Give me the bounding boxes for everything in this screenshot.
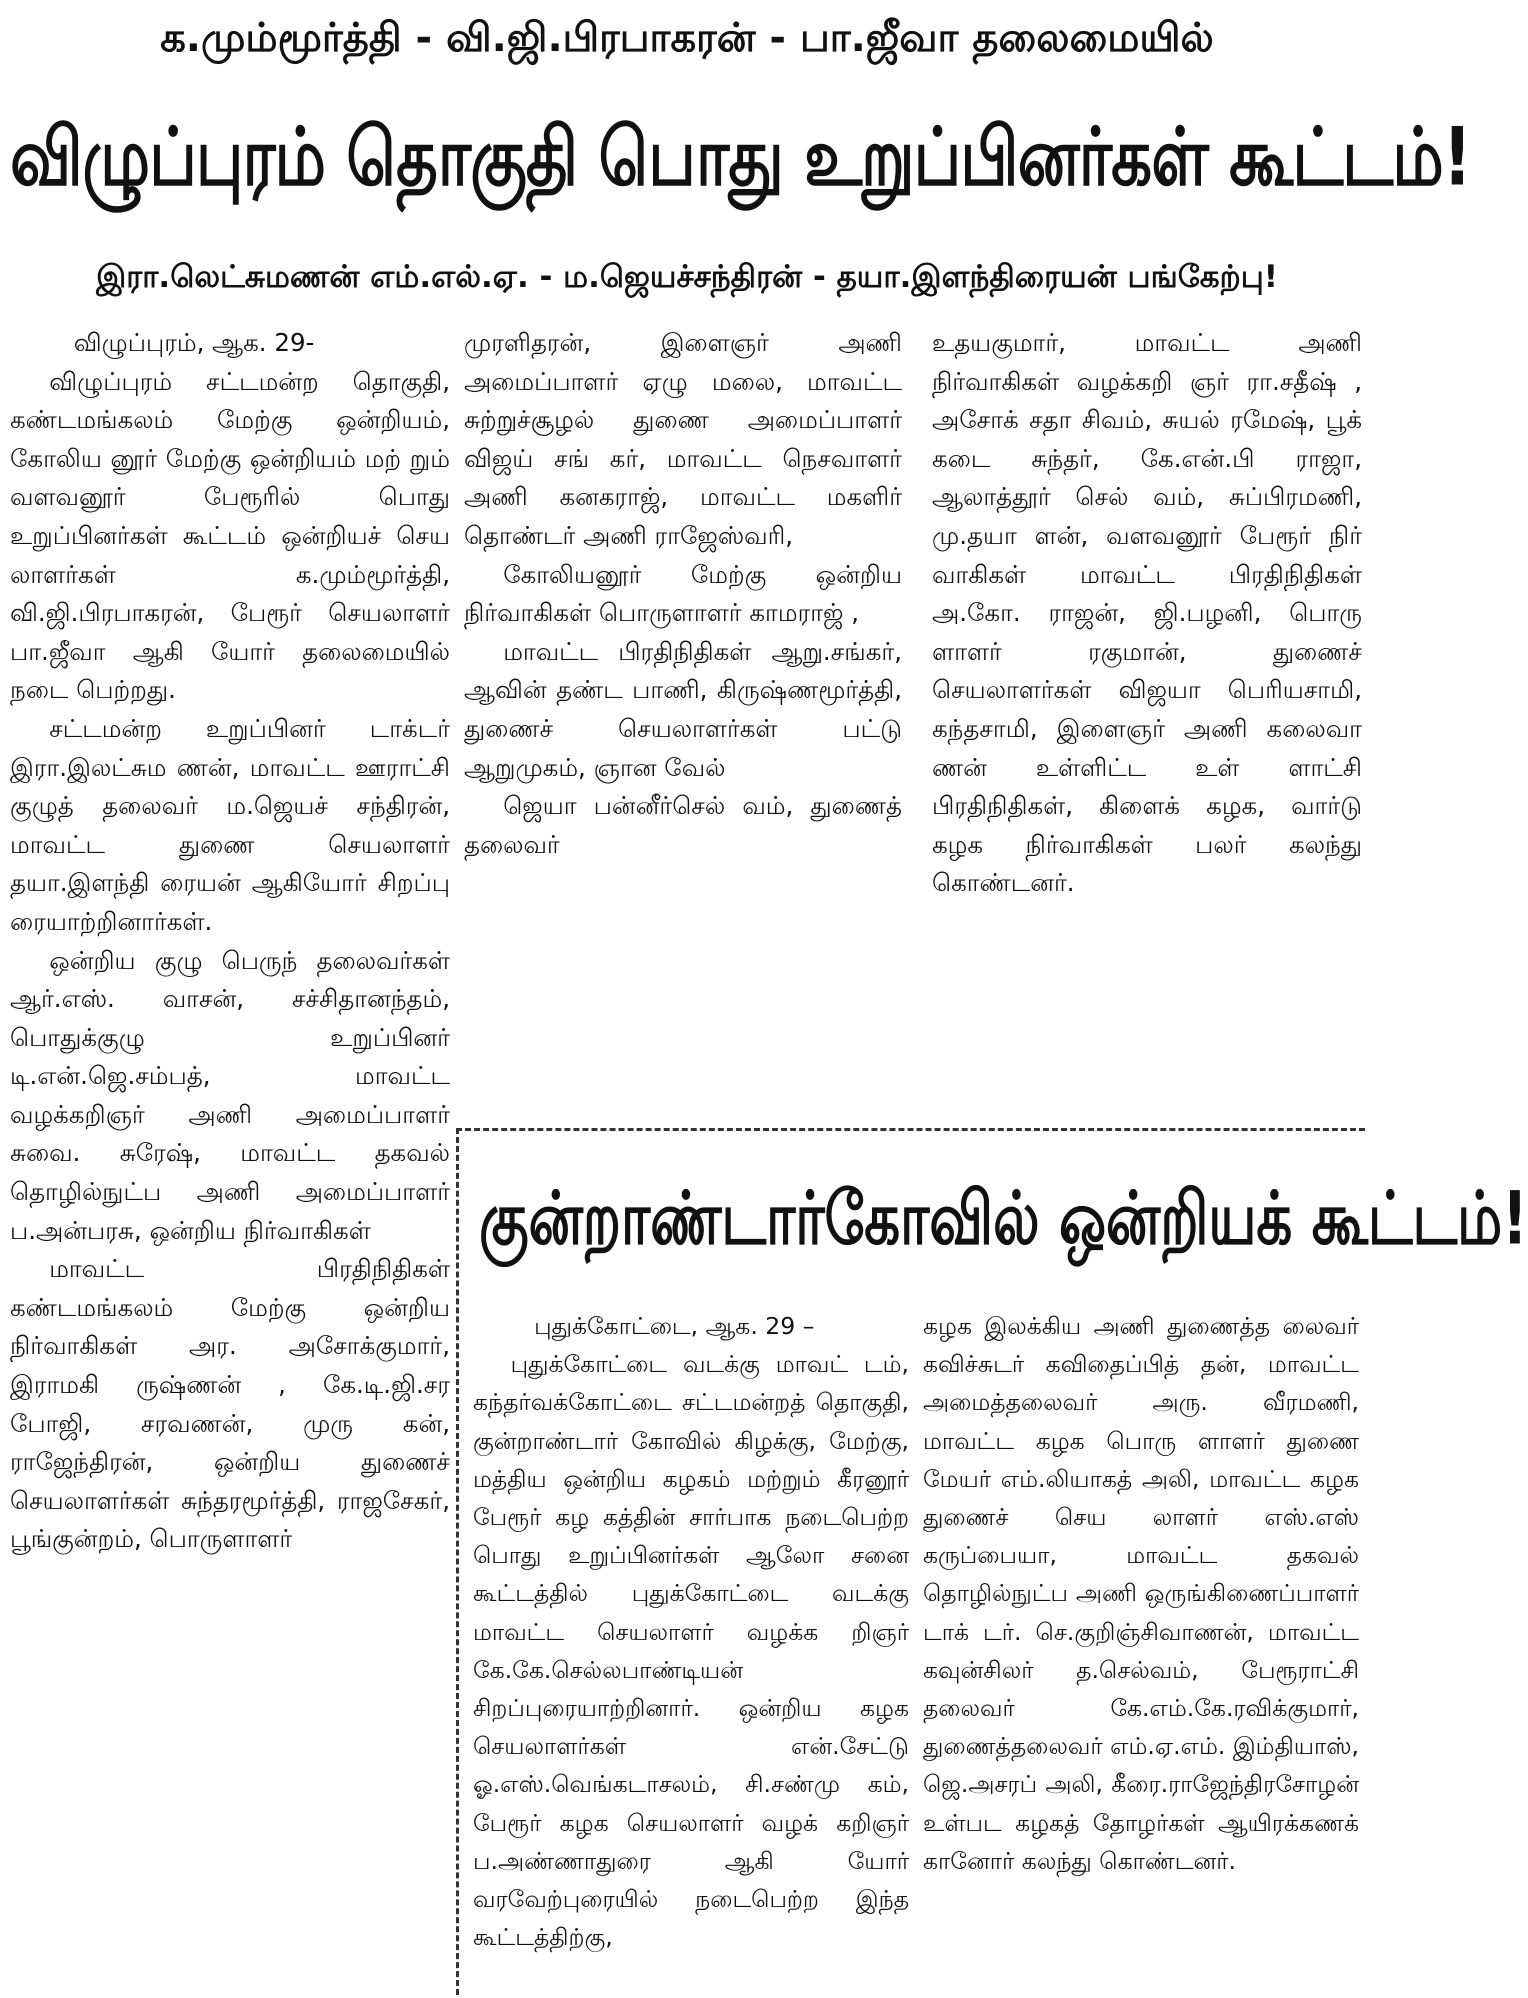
paragraph: புதுக்கோட்டை வடக்கு மாவட் டம், கந்தர்வக்கோட்டை சட்டமன்றத் தொகுதி, குன்றாண்டார் கோவில் கிழக்கு, மேற்கு, மத்திய ஒன்றிய கழகம் மற்றும் கீரனூர் பேரூர் கழ கத்தின் சார்பாக நடைபெற்ற பொது உறுப்பினர்கள் ஆலோ சனை கூட்டத்தில் புதுக்கோட்டை வடக்கு மாவட்ட செயலாளர் வழக்க றிஞர் கே.கே.செல்லபாண்டியன் சிறப்புரையாற்றினார். ஒன்றிய கழக செயலாளர்கள் என்.சேட்டு ஓ.எஸ்.வெங்கடாசலம், சி.சண்மு கம், பேரூர் கழக செயலாளர் வழக் கறிஞர் ப.அண்ணாதுரை ஆகி யோர் வரவேற்புரையில் நடைபெற்ற இந்த கூட்டத்திற்கு, xyxy=(473,1350,909,1952)
paragraph: ஜெயா பன்னீர்செல் வம், துணைத் தலைவர் xyxy=(464,791,902,859)
paragraph: கழக இலக்கிய அணி துணைத்த லைவர் கவிச்சுடர் கவிதைப்பித் தன், மாவட்ட அமைத்தலைவர் அரு. வீரமணி, மாவட்ட கழக பொரு ளாளர் துணை மேயர் எம்.லியாகத் அலி, மாவட்ட கழக துணைச் செய லாளர் எஸ்.எஸ் கருப்பையா, மாவட்ட தகவல் தொழில்நுட்ப அணி ஒருங்கிணைப்பாளர் டாக் டர். செ.குறிஞ்சிவாணன், மாவட்ட கவுன்சிலர் த.செல்வம், பேரூராட்சி தலைவர் கே.எம்.கே.ரவிக்குமார், துணைத்தலைவர் எம்.ஏ.எம். இம்தியாஸ், ஜெ.அசரப் அலி, கீரை.ராஜேந்திரசோழன் உள்பட கழகத் தோழர்கள் ஆயிரக்கணக் கானோர் கலந்து கொண்டனர். xyxy=(923,1312,1359,1875)
article-dateline: விழுப்புரம், ஆக. 29- xyxy=(73,328,315,357)
article-subhead: இரா.லெட்சுமணன் எம்.எல்.ஏ. - ம.ஜெயச்சந்திரன் - தயா.இளந்திரையன் பங்கேற்பு! xyxy=(96,259,1278,295)
paragraph: சட்டமன்ற உறுப்பினர் டாக்டர் இரா.இலட்சும ணன், மாவட்ட ஊராட்சி குழுத் தலைவர் ம.ஜெயச் சந்திரன், மாவட்ட துணை செயலாளர் தயா.இளந்தி ரையன் ஆகியோர் சிறப்பு ரையாற்றினார்கள். xyxy=(10,713,450,936)
paragraph: முரளிதரன், இளைஞர் அணி அமைப்பாளர் ஏழு மலை, மாவட்ட சுற்றுச்சூழல் துணை அமைப்பாளர் விஜய் சங் கர், மாவட்ட நெசவாளர் அணி கனகராஜ், மாவட்ட மகளிர் தொண்டர் அணி ராஜேஸ்வரி, xyxy=(464,328,902,550)
article-kicker: க.மும்மூர்த்தி - வி.ஜி.பிரபாகரன் - பா.ஜீவா தலைமையில் xyxy=(160,15,1214,61)
boxed-article-column-1 xyxy=(473,1307,909,1987)
paragraph: மாவட்ட பிரதிநிதிகள் கண்டமங்கலம் மேற்கு ஒன்றிய நிர்வாகிகள் அர. அசோக்குமார், இராமகி ருஷ்ணன் , கே.டி.ஜி.சர போஜி, சரவணன், முரு கன், ராஜேந்திரன், ஒன்றிய துணைச் செயலாளர்கள் சுந்தரமூர்த்தி, ராஜசேகர், பூங்குன்றம், பொருளாளர் xyxy=(10,1254,450,1554)
paragraph: உதயகுமார், மாவட்ட அணி நிர்வாகிகள் வழக்கறி ஞர் ரா.சதீஷ் , அசோக் சதா சிவம், சுயல் ரமேஷ், பூக் கடை சுந்தர், கே.என்.பி ராஜா, ஆலாத்தூர் செல் வம், சுப்பிரமணி, மு.தயா ளன், வளவனூர் பேரூர் நிர் வாகிகள் மாவட்ட பிரதிநிதிகள் அ.கோ. ராஜன், ஜி.பழனி, பொரு ளாளர் ரகுமான், துணைச் செயலாளர்கள் விஜயா பெரியசாமி, கந்தசாமி, இளைஞர் அணி கலைவா ணன் உள்ளிட்ட உள் ளாட்சி பிரதிநிதிகள், கிளைக் கழக, வார்டு கழக நிர்வாகிகள் பலர் கலந்து கொண்டனர். xyxy=(932,328,1362,898)
article-column-3 xyxy=(932,324,1362,1116)
article-column-1 xyxy=(10,324,450,1990)
article-column-2 xyxy=(464,324,902,1116)
paragraph: மாவட்ட பிரதிநிதிகள் ஆறு.சங்கர், ஆவின் தண்ட பாணி, கிருஷ்ணமூர்த்தி, துணைச் செயலாளர்கள் பட்டு ஆறுமுகம், ஞான வேல் xyxy=(464,636,902,782)
paragraph: கோலியனூர் மேற்கு ஒன்றிய நிர்வாகிகள் பொருளாளர் காமராஜ் , xyxy=(464,559,902,628)
boxed-article-dateline: புதுக்கோட்டை, ஆக. 29 – xyxy=(534,1312,815,1340)
article-headline: விழுப்புரம் தொகுதி பொது உறுப்பினர்கள் கூட்டம்! xyxy=(10,111,1471,205)
boxed-article-column-2 xyxy=(923,1307,1359,1987)
paragraph: ஒன்றிய குழு பெருந் தலைவர்கள் ஆர்.எஸ். வாசன், சச்சிதானந்தம், பொதுக்குழு உறுப்பினர் டி.என்.ஜெ.சம்பத், மாவட்ட வழக்கறிஞர் அணி அமைப்பாளர் சுவை. சுரேஷ், மாவட்ட தகவல் தொழில்நுட்ப அணி அமைப்பாளர் ப.அன்பரசு, ஒன்றிய நிர்வாகிகள் xyxy=(10,945,450,1245)
paragraph: விழுப்புரம் சட்டமன்ற தொகுதி, கண்டமங்கலம் மேற்கு ஒன்றியம், கோலிய னூர் மேற்கு ஒன்றியம் மற் றும் வளவனூர் பேரூரில் பொது உறுப்பினர்கள் கூட்டம் ஒன்றியச் செய லாளர்கள் க.மும்மூர்த்தி, வி.ஜி.பிரபாகரன், பேரூர் செயலாளர் பா.ஜீவா ஆகி யோர் தலைமையில் நடை பெற்றது. xyxy=(10,366,450,705)
boxed-article xyxy=(456,1128,1528,1995)
boxed-article-headline: குன்றாண்டார்கோவில் ஒன்றியக் கூட்டம்! xyxy=(479,1177,1528,1262)
